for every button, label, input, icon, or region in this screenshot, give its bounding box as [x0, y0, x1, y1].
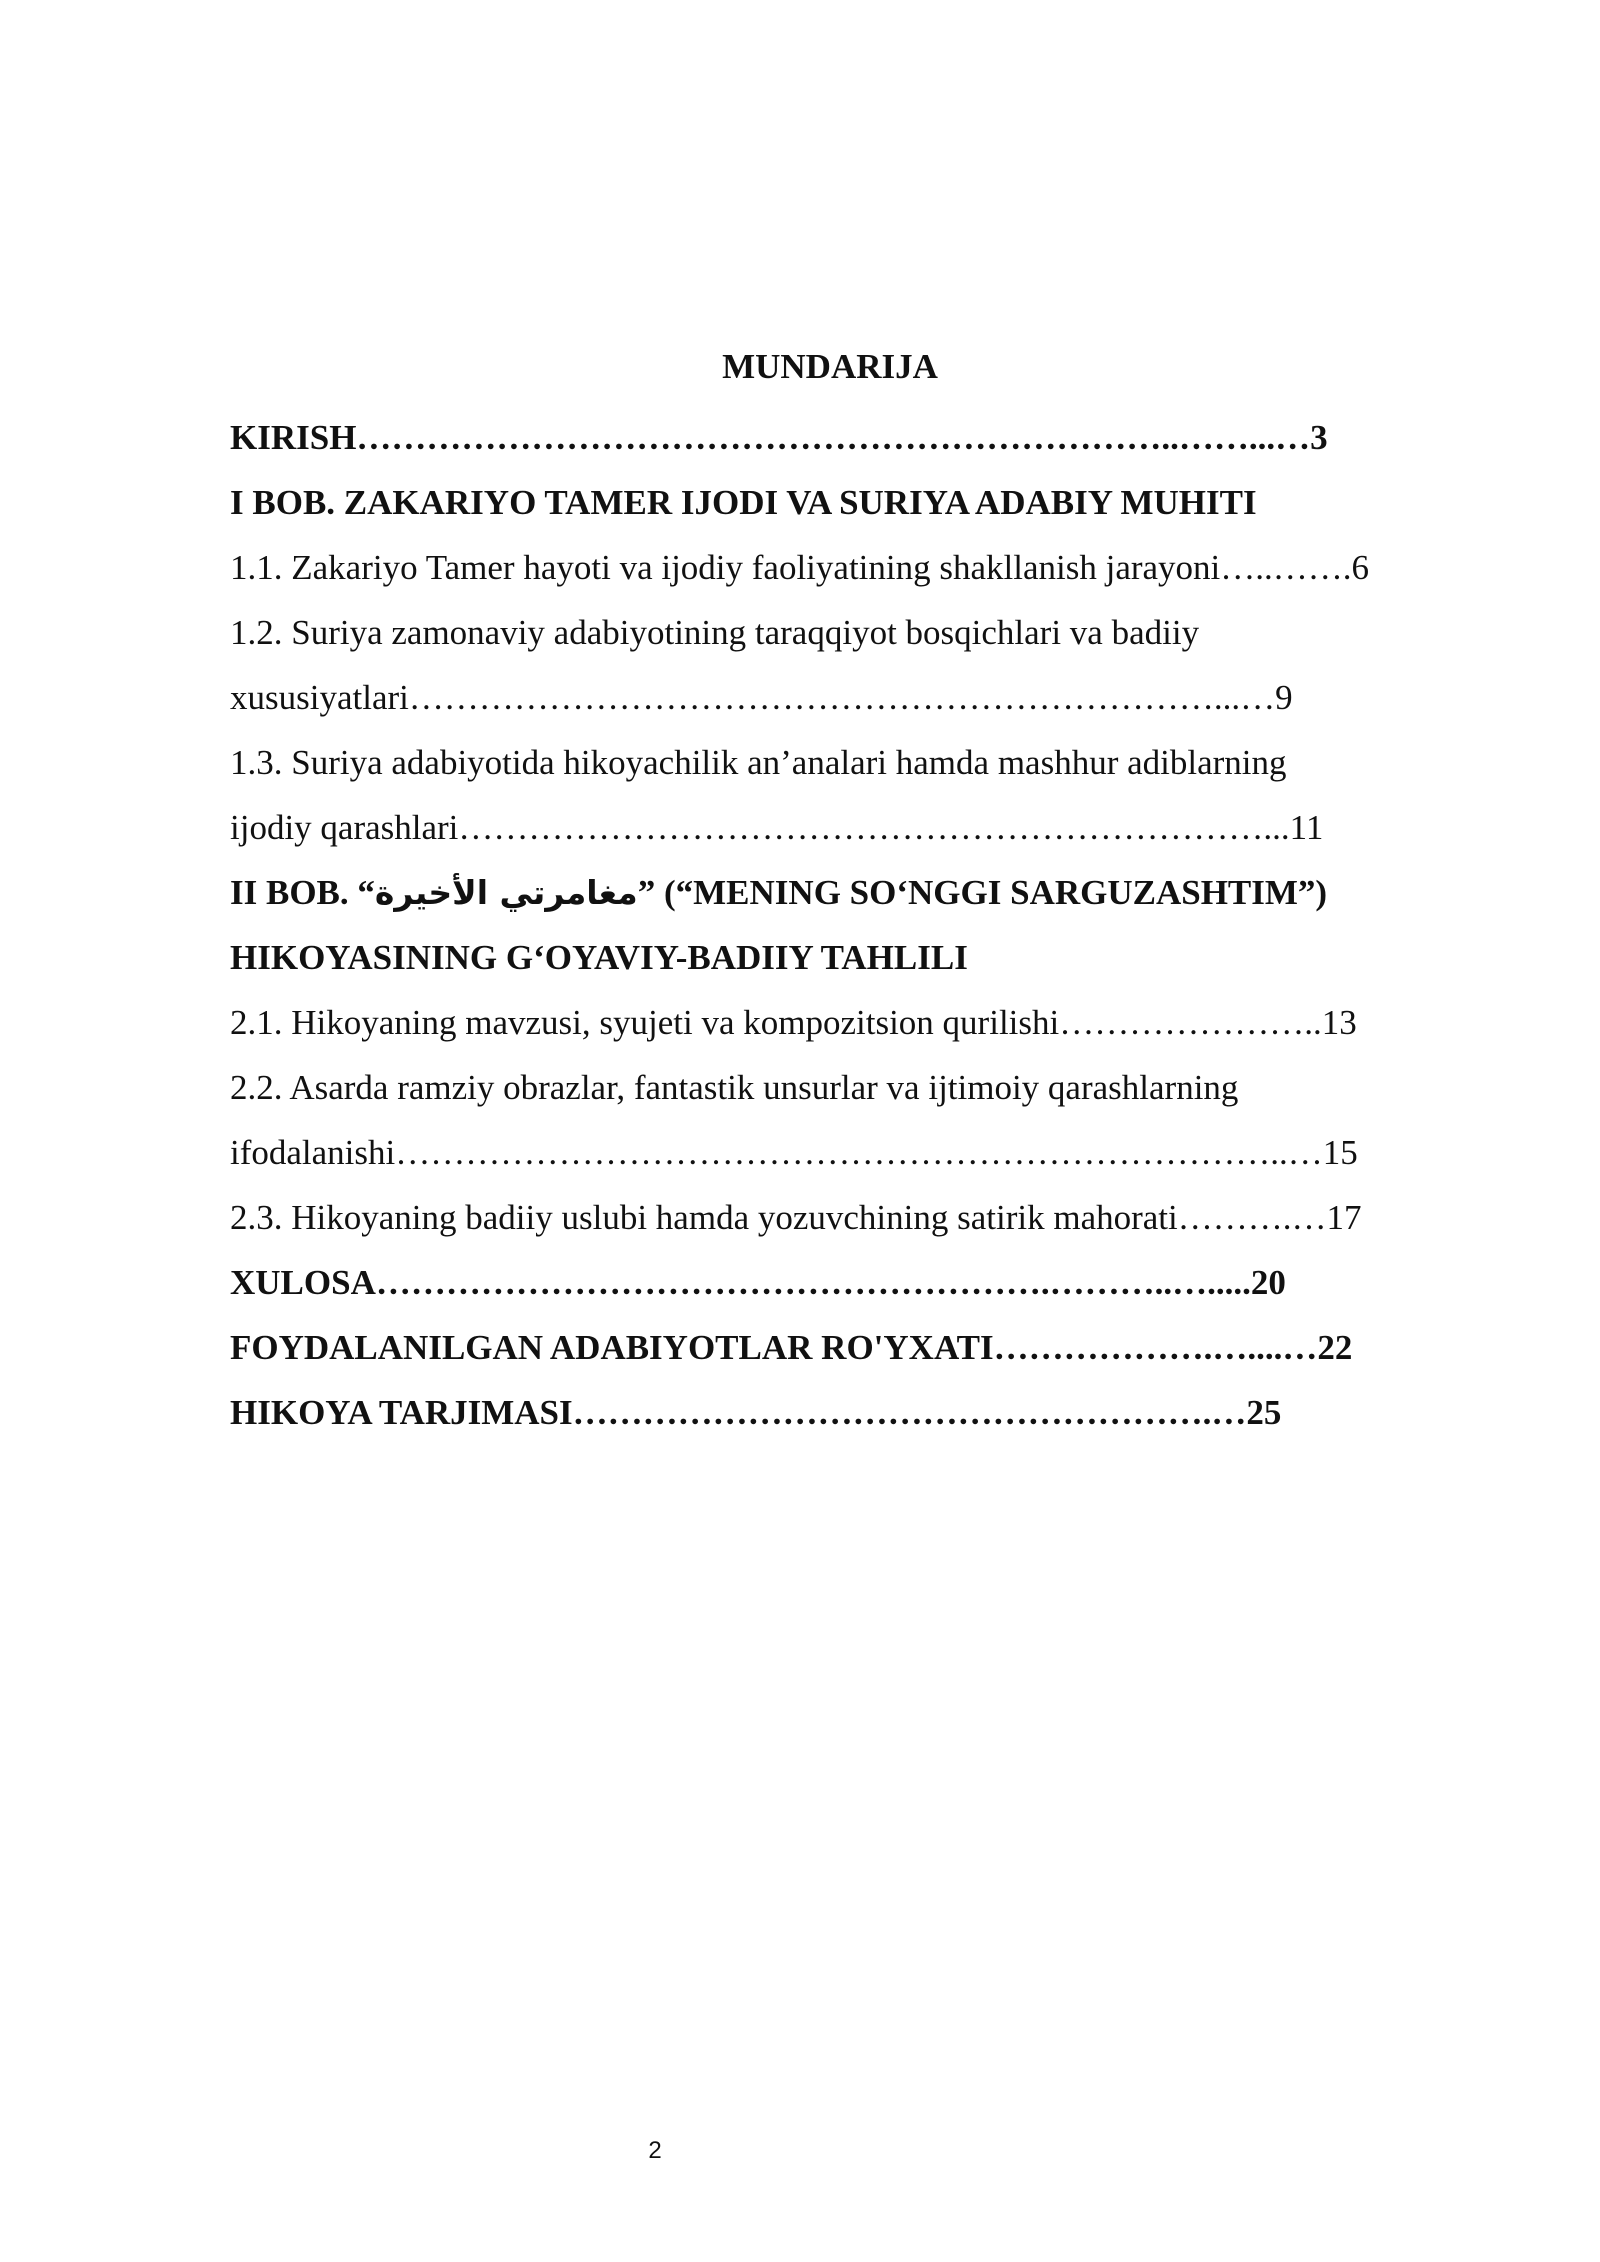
- toc-entry-1-1: [230, 540, 1450, 605]
- toc-chapter-2-suffix: ” (“MENING SO‘NGGI SARGUZASHTIM”): [637, 873, 1328, 912]
- toc-entry-1-3-text-a: 1.3. Suriya adabiyotida hikoyachilik an’analari hamda mashhur adiblarning: [230, 743, 1287, 782]
- toc-entry-kirish: [230, 410, 1450, 475]
- toc-entry-2-1-text: 2.1. Hikoyaning mavzusi, syujeti va kompozitsion qurilishi…………………..13: [230, 1003, 1357, 1042]
- toc-entry-references-text: FOYDALANILGAN ADABIYOTLAR RO'YXATI……………….…....…22: [230, 1328, 1353, 1367]
- toc-entry-2-1: [230, 995, 1450, 1060]
- toc-entry-translation: [230, 1385, 1450, 1450]
- toc-chapter-1-title-text: I BOB. ZAKARIYO TAMER IJODI VA SURIYA ADABIY MUHITI: [230, 483, 1257, 522]
- toc-chapter-2-title-text-b: HIKOYASINING G‘OYAVIY-BADIIY TAHLILI: [230, 938, 968, 977]
- toc-chapter-2-title-line-1: [230, 865, 1450, 930]
- toc-entry-xulosa-text: XULOSA………………………………………………….………..….....20: [230, 1263, 1286, 1302]
- toc-entry-1-1-text: 1.1. Zakariyo Tamer hayoti va ijodiy faoliyatining shakllanish jarayoni…..…….6: [230, 548, 1370, 587]
- toc-chapter-2-title-line-2: [230, 930, 1450, 995]
- toc-entry-1-3-line-2: [230, 800, 1450, 865]
- toc-entry-kirish-text: KIRISH……………………………………………………………..……...…3: [230, 418, 1328, 457]
- toc-entry-2-3-text: 2.3. Hikoyaning badiiy uslubi hamda yozuvchining satirik mahorati……….…17: [230, 1198, 1362, 1237]
- toc-entry-2-2-line-1: [230, 1060, 1450, 1125]
- toc-entry-1-3-text-b: ijodiy qarashlari……………………………………………………………...11: [230, 808, 1324, 847]
- toc-entry-1-3-line-1: [230, 735, 1450, 800]
- page-number: 2: [648, 2137, 662, 2164]
- toc-chapter-1-title: [230, 475, 1450, 540]
- toc-heading: MUNDARIJA: [722, 347, 938, 386]
- toc-entry-2-2-text-a: 2.2. Asarda ramziy obrazlar, fantastik unsurlar va ijtimoiy qarashlarning: [230, 1068, 1239, 1107]
- toc-entry-2-2-line-2: [230, 1125, 1450, 1190]
- toc-entry-1-2-line-1: [230, 605, 1450, 670]
- toc-chapter-2-arabic-title: مغامرتي الأخيرة: [374, 873, 638, 912]
- toc-entry-1-2-text-b: xususiyatlari……………………………………………………………...…9: [230, 678, 1293, 717]
- toc-entry-translation-text: HIKOYA TARJIMASI……………………………………………….…25: [230, 1393, 1282, 1432]
- toc-entry-1-2-line-2: [230, 670, 1450, 735]
- toc-entry-references: [230, 1320, 1450, 1385]
- toc-entry-2-2-text-b: ifodalanishi…………………………………………………………………..…15: [230, 1133, 1358, 1172]
- toc-entry-xulosa: [230, 1255, 1450, 1320]
- toc-chapter-2-prefix: II BOB. “: [230, 873, 375, 912]
- table-of-contents: [230, 410, 1450, 1450]
- toc-entry-2-3: [230, 1190, 1450, 1255]
- toc-entry-1-2-text-a: 1.2. Suriya zamonaviy adabiyotining taraqqiyot bosqichlari va badiiy: [230, 613, 1200, 652]
